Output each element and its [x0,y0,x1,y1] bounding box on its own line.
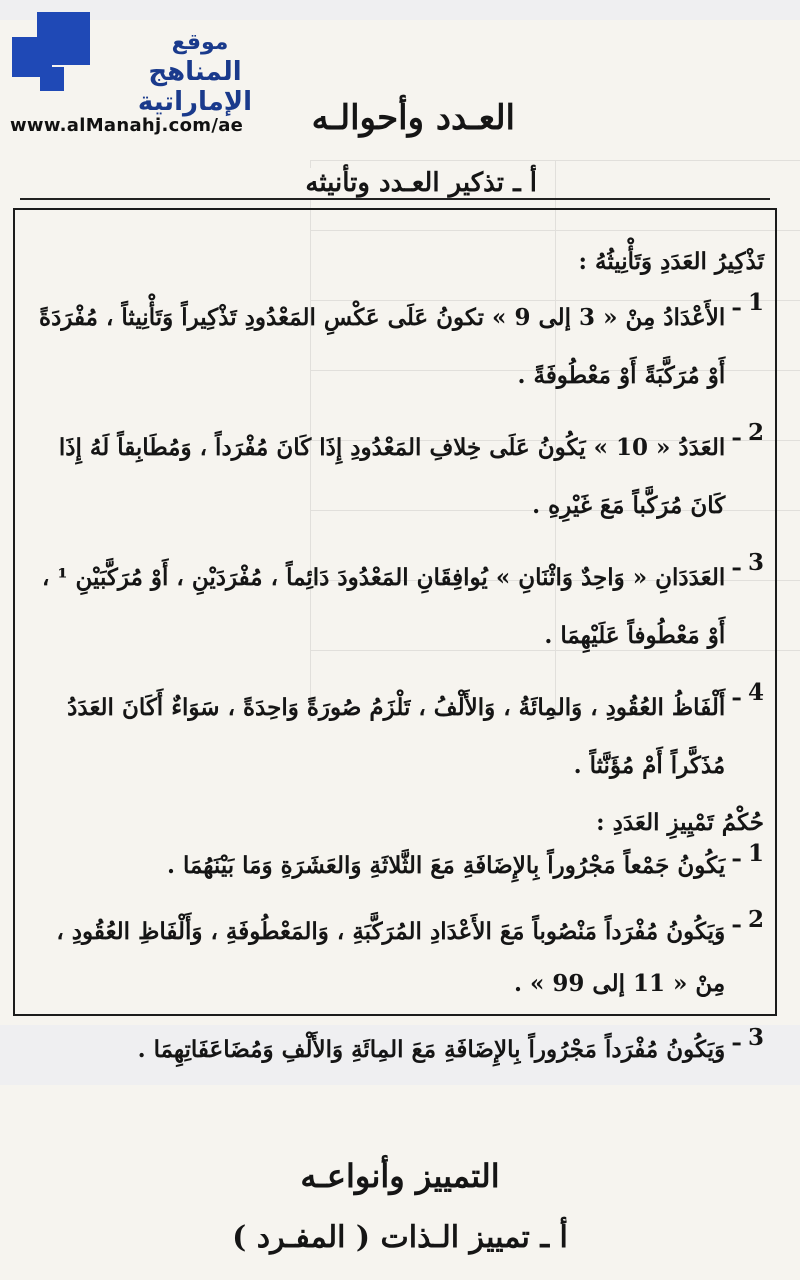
rule-text: وَيَكُونُ مُفْرَداً مَنْصُوباً مَعَ الأَعْدَادِ المُرَكَّبَةِ ، وَالمَعْطُوفَةِ ، وَأَلْفَاظِ العُقُودِ ، مِنْ « 11 إلى 99 » . [56,918,726,997]
page-subtitle: أ ـ تذكير العـدد وتأنيثه [297,168,545,198]
rule-text: وَيَكُونُ مُفْرَداً مَجْرُوراً بِالإِضَافَةِ مَعَ المِائَةِ وَالأَلْفِ وَمُضَاعَفَاتِهِمَا . [137,1036,726,1063]
rule-number: 2 ـ [733,906,764,933]
page-2-title: التمييز وأنواعـه [300,1157,500,1195]
rule-number: 2 ـ [733,419,764,446]
rule-item [26,840,764,892]
rule-text: العَدَدُ « 10 » يَكُونُ عَلَى خِلافِ المَعْدُودِ إِذَا كَانَ مُفْرَداً ، وَمُطَابِقاً لَهُ إِذَا كَانَ مُرَكَّباً مَعَ غَيْرِهِ . [58,434,726,519]
subtitle-rule [20,198,770,200]
rule-item [26,289,764,405]
rule-text: أَلْفَاظُ العُقُودِ ، وَالمِائَةُ ، وَالأَلْفُ ، تَلْزَمُ صُورَةً وَاحِدَةً ، سَوَاءٌ أَكَانَ العَدَدُ مُذَكَّراً أَمْ مُؤَنَّثاً . [67,694,726,779]
site-logo[interactable] [0,20,300,135]
document-page-2 [0,1085,800,1280]
logo-url[interactable]: www.alManahj.com/ae [10,115,244,136]
section-heading-specifier: حُكْمُ تَمْيِيزِ العَدَدِ : [596,809,764,836]
subtitle-row [20,168,770,208]
rule-item [26,679,764,795]
rule-number: 1 ـ [733,840,764,867]
rule-number: 1 ـ [733,289,764,316]
rule-text: الأَعْدَادُ مِنْ « 3 إلى 9 » تكونُ عَلَى عَكْسِ المَعْدُودِ تَذْكِيراً وَتَأْنِيثاً ، مُفْرَدَةً أَوْ مُرَكَّبَةً أَوْ مَعْطُوفَةً . [39,304,726,389]
rules-content [26,248,764,1156]
document-page-1 [0,20,800,1063]
logo-squares-icon [10,10,90,100]
rule-text: العَدَدَانِ « وَاحِدٌ وَاثْنَانِ » يُوافِقَانِ المَعْدُودَ دَائِماً ، مُفْرَدَيْنِ ، أَوْ مُرَكَّبَيْنِ ¹ ، أَوْ مَعْطُوفاً عَلَيْهِمَا . [42,564,726,649]
page-title: العـدد وأحوالـه [311,98,515,138]
rule-item [26,906,764,1010]
rule-number: 3 ـ [733,549,764,576]
rule-number: 4 ـ [733,679,764,706]
rule-item [26,1024,764,1076]
logo-line-2: المناهج الإماراتية [137,57,253,117]
page-2-subtitle: أ ـ تمييز الـذات ( المفـرد ) [232,1220,568,1255]
rule-item [26,419,764,535]
section-heading-gender: تَذْكِيرُ العَدَدِ وَتَأْنِيثُهُ : [578,248,764,275]
rule-item [26,549,764,665]
rule-number: 3 ـ [733,1024,764,1051]
logo-line-1: موقع [171,30,229,55]
rule-text: يَكُونُ جَمْعاً مَجْرُوراً بِالإِضَافَةِ مَعَ الثَّلاثَةِ وَالعَشَرَةِ وَمَا بَيْنَهُمَا . [166,852,726,879]
